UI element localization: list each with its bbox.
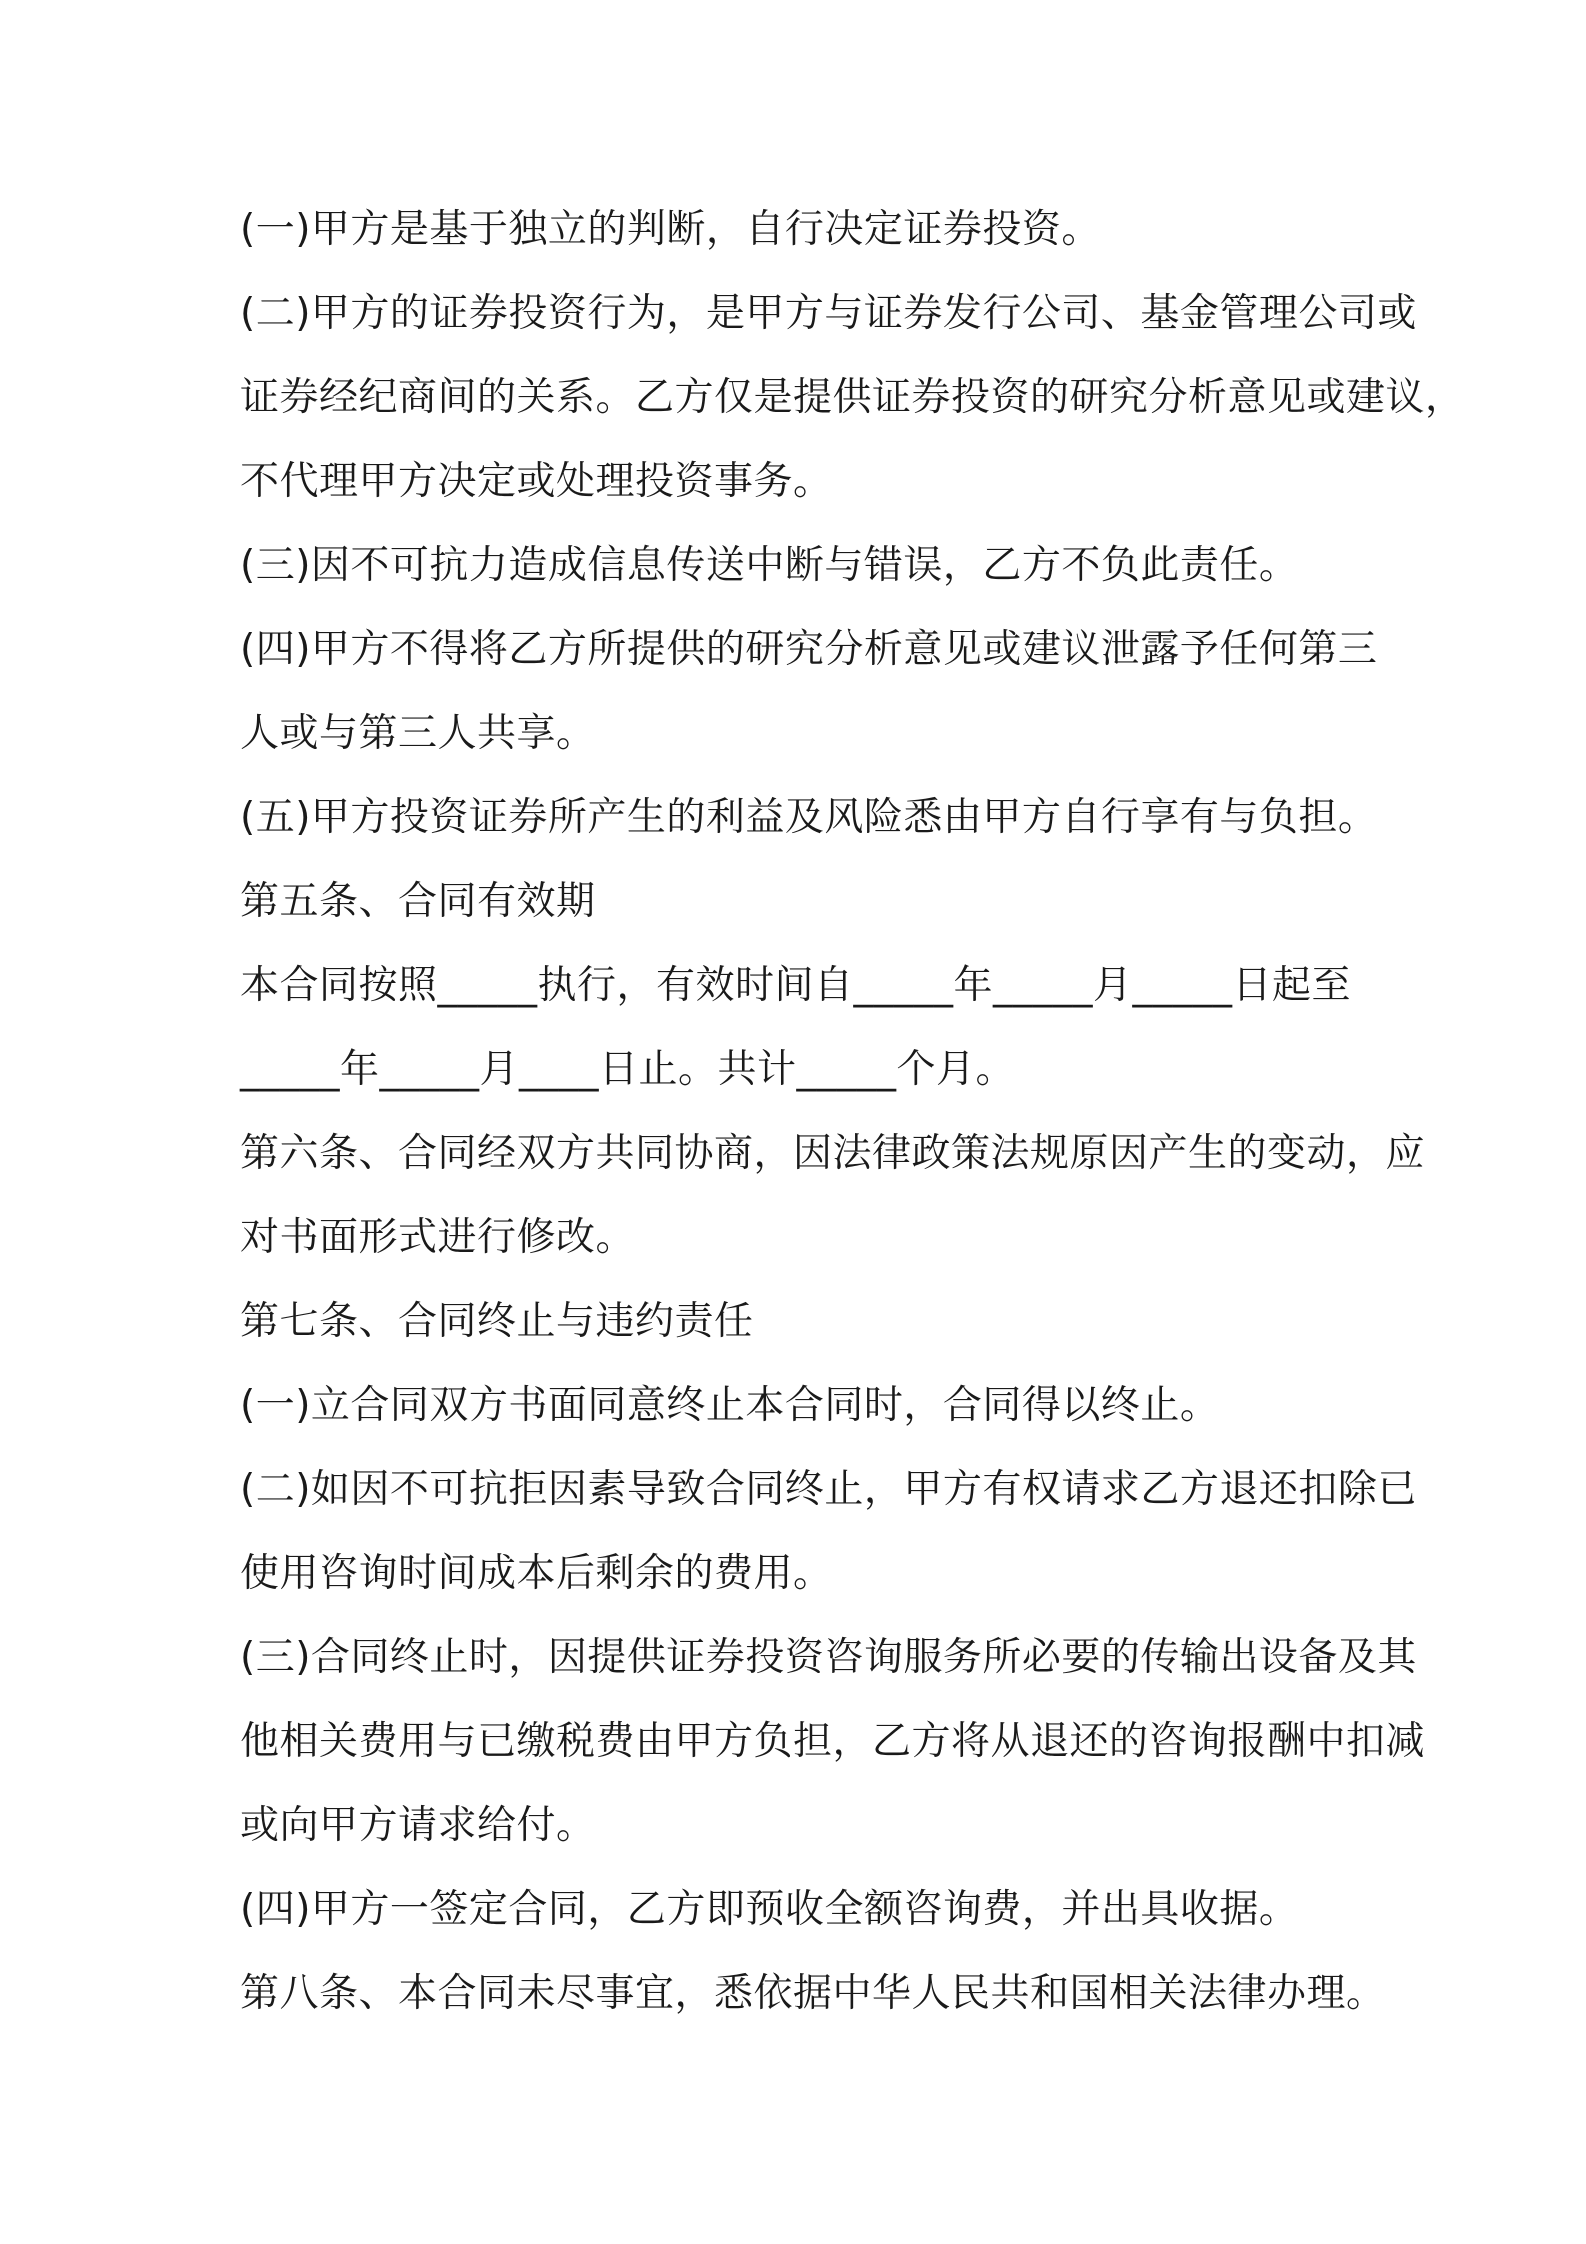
clause-line: 不代理甲方决定或处理投资事务。 <box>240 459 833 504</box>
article-line: 第八条、本合同未尽事宜，悉依据中华人民共和国相关法律办理。 <box>240 1971 1386 2016</box>
clause-line: (三)合同终止时，因提供证券投资咨询服务所必要的传输出设备及其 <box>240 1635 1417 1680</box>
clause-line: 或向甲方请求给付。 <box>240 1803 596 1848</box>
clause-line: 本合同按照_____执行，有效时间自_____年_____月_____日起至 <box>240 963 1352 1008</box>
clause-line: 使用咨询时间成本后剩余的费用。 <box>240 1551 833 1596</box>
clause-line: _____年_____月____日止。共计_____个月。 <box>240 1047 1016 1092</box>
article-heading: 第五条、合同有效期 <box>240 879 596 924</box>
clause-line: (四)甲方不得将乙方所提供的研究分析意见或建议泄露予任何第三 <box>240 627 1378 672</box>
clause-line: 证券经纪商间的关系。乙方仅是提供证券投资的研究分析意见或建议， <box>240 375 1465 420</box>
clause-line: (五)甲方投资证券所产生的利益及风险悉由甲方自行享有与负担。 <box>240 795 1378 840</box>
article-line: 对书面形式进行修改。 <box>240 1215 636 1260</box>
clause-line: 人或与第三人共享。 <box>240 711 596 756</box>
article-line: 第六条、合同经双方共同协商，因法律政策法规原因产生的变动，应 <box>240 1131 1426 1176</box>
clause-line: (三)因不可抗力造成信息传送中断与错误，乙方不负此责任。 <box>240 543 1299 588</box>
clause-line: 他相关费用与已缴税费由甲方负担，乙方将从退还的咨询报酬中扣减 <box>240 1719 1426 1764</box>
clause-line: (二)甲方的证券投资行为，是甲方与证券发行公司、基金管理公司或 <box>240 291 1417 336</box>
document-body <box>240 198 1465 2046</box>
clause-line: (四)甲方一签定合同，乙方即预收全额咨询费，并出具收据。 <box>240 1887 1299 1932</box>
clause-line: (二)如因不可抗拒因素导致合同终止，甲方有权请求乙方退还扣除已 <box>240 1467 1417 1512</box>
article-heading: 第七条、合同终止与违约责任 <box>240 1299 754 1344</box>
clause-line: (一)甲方是基于独立的判断，自行决定证券投资。 <box>240 207 1101 252</box>
clause-line: (一)立合同双方书面同意终止本合同时，合同得以终止。 <box>240 1383 1220 1428</box>
